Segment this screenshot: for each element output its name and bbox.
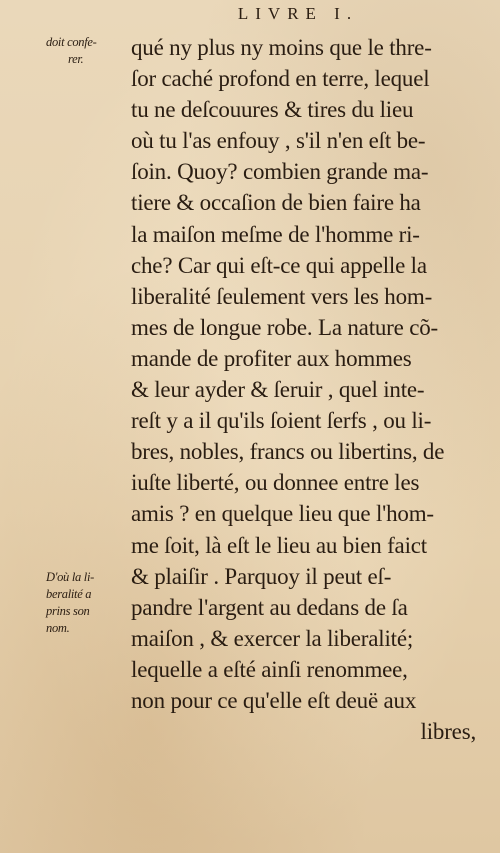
text-line: & plaiſir . Parquoy il peut eſ- xyxy=(131,563,392,589)
text-line: libres, xyxy=(420,719,476,745)
margin-note-line: nom. xyxy=(46,621,70,635)
running-head xyxy=(0,4,500,24)
text-line: bres, nobles, francs ou libertins, de xyxy=(131,439,445,465)
margin-note-line: rer. xyxy=(68,52,84,66)
margin-note-line: D'où la li- xyxy=(46,570,94,584)
text-line: la maiſon meſme de l'homme ri- xyxy=(131,221,420,247)
text-line: che? Car qui eſt-ce qui appelle la xyxy=(131,252,427,278)
text-line: reſt y a il qu'ils ſoient ſerfs , ou li- xyxy=(131,408,432,434)
text-line: qué ny plus ny moins que le thre- xyxy=(131,35,432,60)
text-line: pandre l'argent au dedans de ſa xyxy=(131,594,408,620)
text-line: me ſoit, là eſt le lieu au bien faict xyxy=(131,532,427,558)
running-head-text: LIVRE I. xyxy=(237,4,359,23)
text-line: mande de profiter aux hommes xyxy=(131,345,412,371)
text-line: non pour ce qu'elle eſt deuë aux xyxy=(131,687,417,713)
margin-note-line: beralité a xyxy=(46,587,92,601)
text-line: amis ? en quelque lieu que l'hom- xyxy=(131,501,434,527)
margin-note-line: prins son xyxy=(46,604,90,618)
margin-note-1 xyxy=(46,34,126,68)
body-text xyxy=(131,32,476,747)
text-line: où tu l'as enfouy , s'il n'en eſt be- xyxy=(131,128,426,154)
text-line: & leur ayder & ſeruir , quel inte- xyxy=(131,377,425,403)
margin-note-2 xyxy=(46,569,126,637)
text-line: iuſte liberté, ou donnee entre les xyxy=(131,470,420,496)
text-line: tu ne deſcouures & tires du lieu xyxy=(131,97,414,123)
text-line: maiſon , & exercer la liberalité; xyxy=(131,625,414,651)
margin-note-line: doit confe- xyxy=(46,35,97,49)
text-line: ſor caché profond en terre, lequel xyxy=(131,66,430,92)
text-line: liberalité ſeulement vers les hom- xyxy=(131,283,433,309)
text-line: ſoin. Quoy? combien grande ma- xyxy=(131,159,429,185)
text-line: lequelle a eſté ainſi renommee, xyxy=(131,656,408,682)
text-line: mes de longue robe. La nature cõ- xyxy=(131,314,438,340)
text-line: tiere & occaſion de bien faire ha xyxy=(131,190,421,216)
